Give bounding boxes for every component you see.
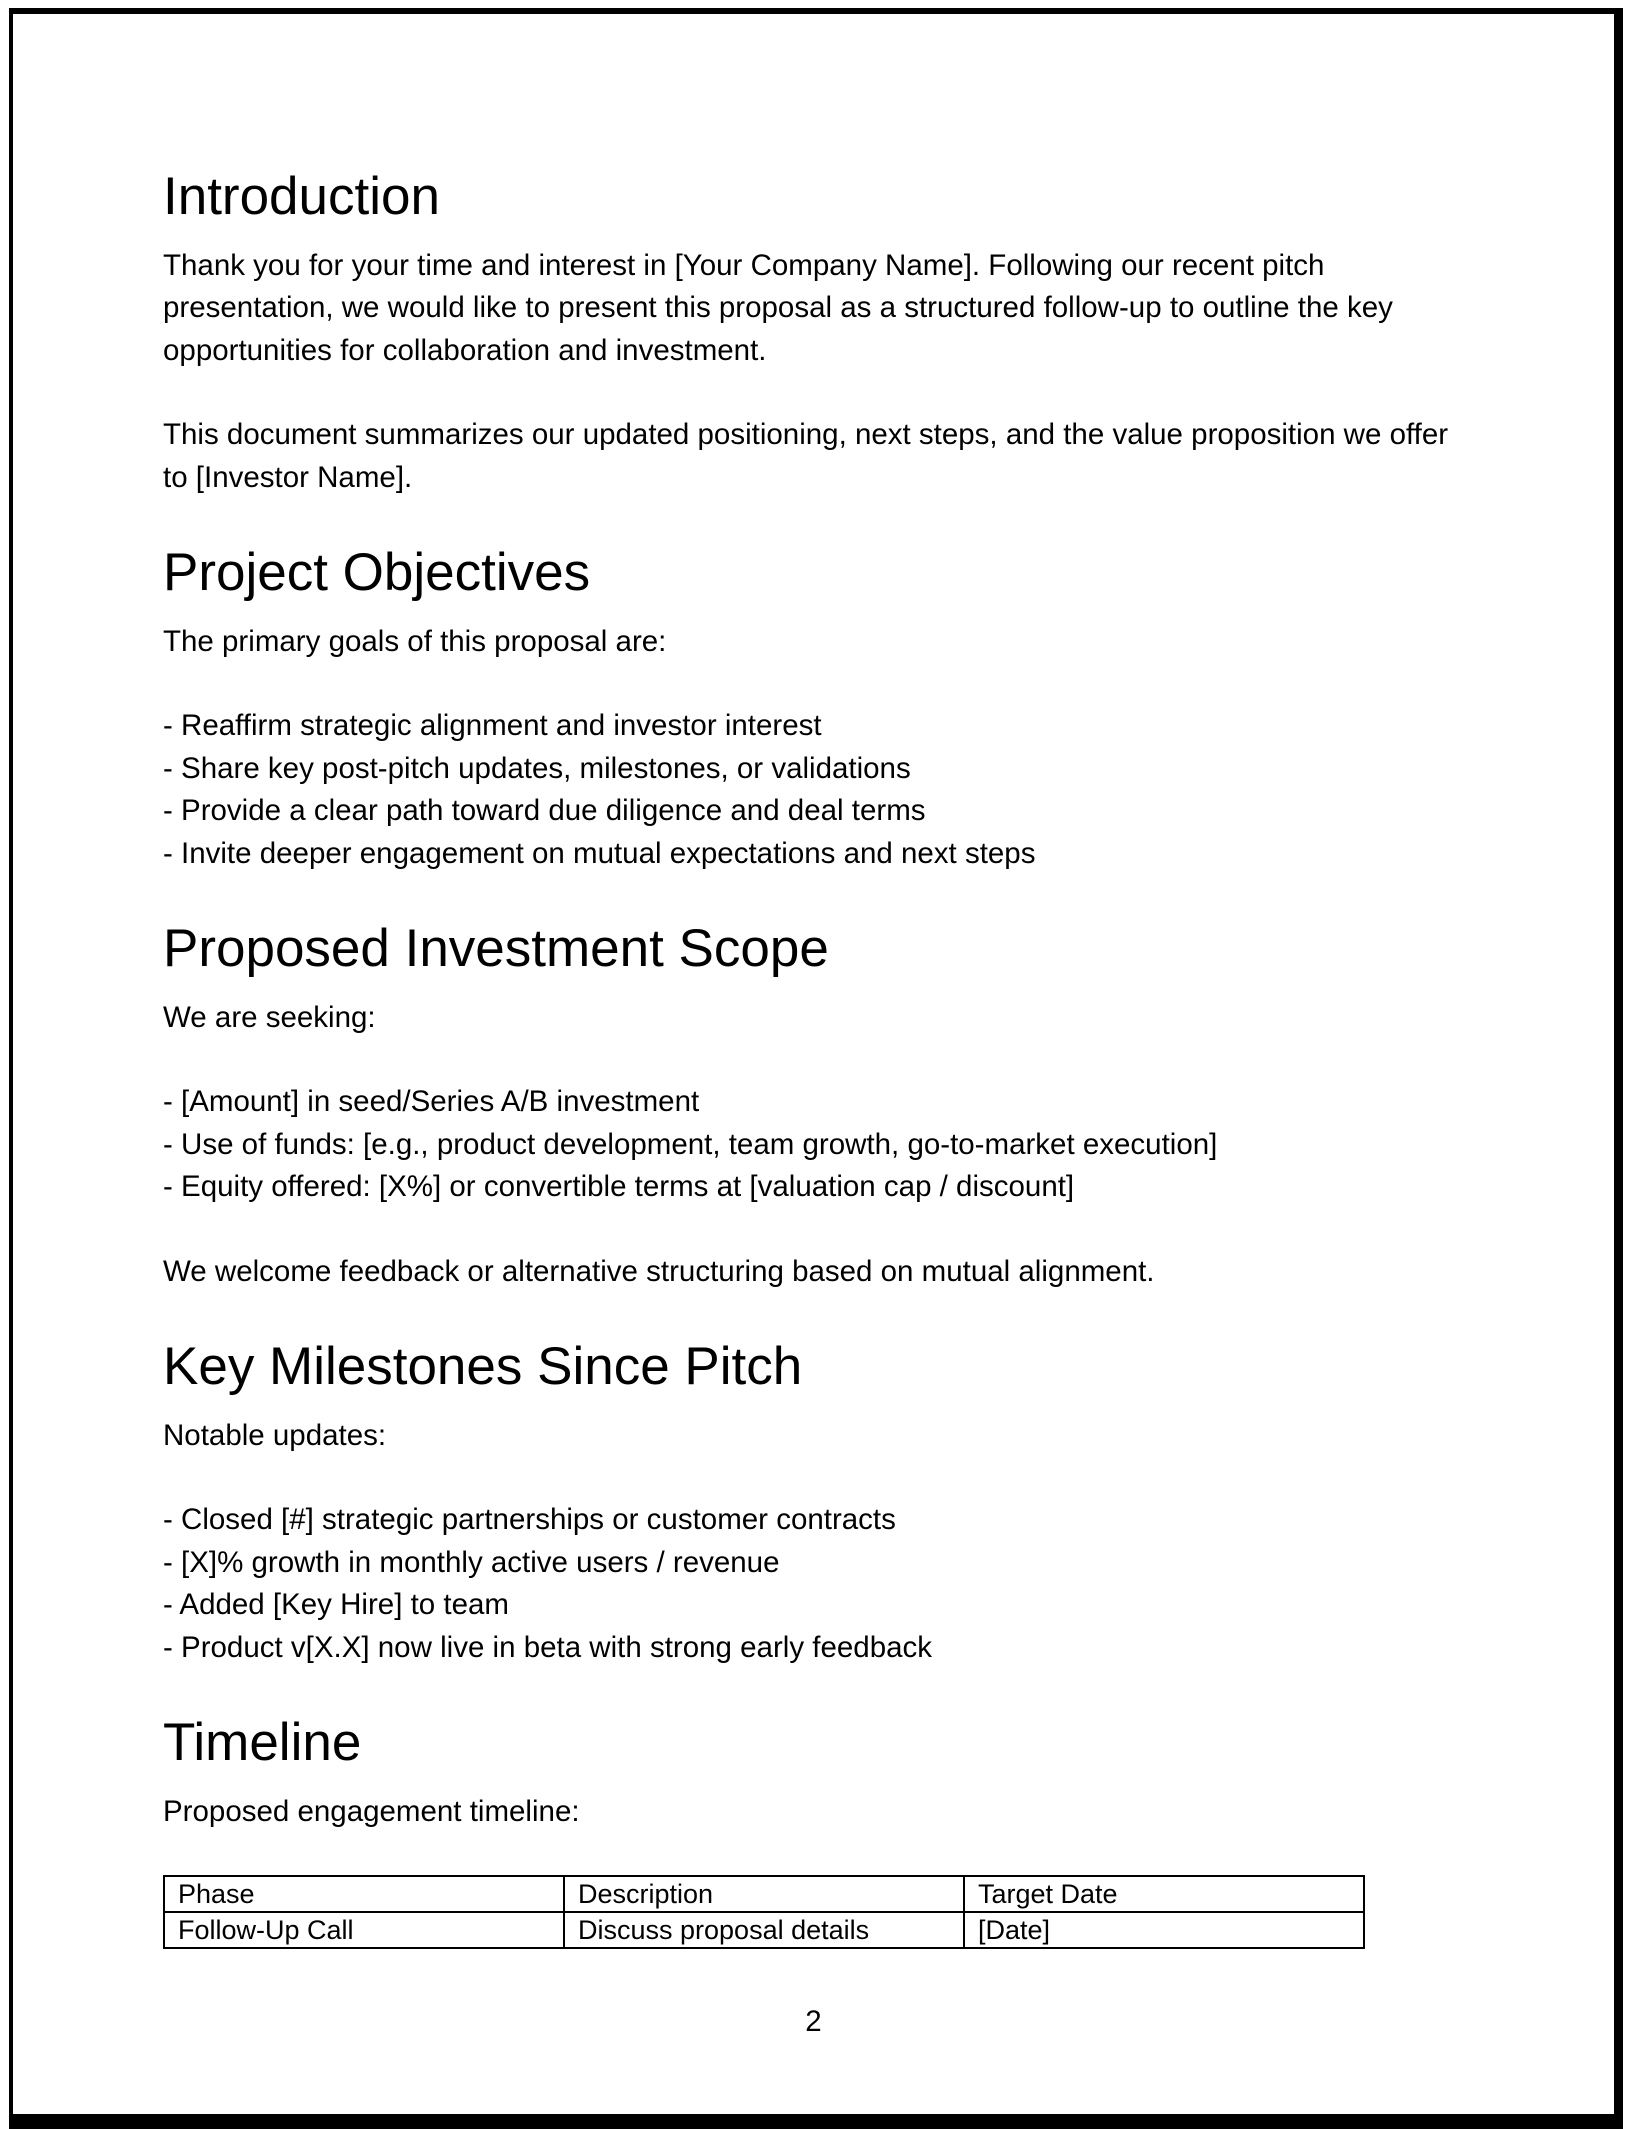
timeline-cell-phase: Follow-Up Call [164,1912,564,1948]
introduction-paragraph-2: This document summarizes our updated positioning, next steps, and the value proposition we offer to [Investor Name]. [163,418,1449,494]
heading-timeline: Timeline [163,1713,362,1773]
key-milestones-intro: Notable updates: [163,1418,387,1452]
timeline-table-header-phase: Phase [164,1876,564,1912]
key-milestones-list [163,1499,1464,1669]
list-item: - Reaffirm strategic alignment and investor interest [163,709,822,743]
timeline-table-header-row [164,1876,1364,1912]
list-item: - [X]% growth in monthly active users / revenue [163,1545,780,1579]
list-item: - Use of funds: [e.g., product development, team growth, go-to-market execution] [163,1127,1218,1161]
list-item: - Closed [#] strategic partnerships or customer contracts [163,1503,896,1537]
introduction-paragraph-1: Thank you for your time and interest in [Your Company Name]. Following our recent pitch presentation, we would like to present this proposal as a structured follow-up to outline the key opportunities for collaboration and investment. [163,248,1393,367]
document-content [163,0,1464,2044]
timeline-table-header-description: Description [564,1876,964,1912]
timeline-cell-description: Discuss proposal details [564,1912,964,1948]
table-row [164,1912,1364,1948]
timeline-table [163,1875,1365,1949]
investment-scope-list [163,1081,1464,1209]
project-objectives-list [163,705,1464,875]
heading-introduction: Introduction [163,167,440,226]
list-item: - Equity offered: [X%] or convertible terms at [valuation cap / discount] [163,1170,1075,1204]
project-objectives-intro: The primary goals of this proposal are: [163,624,667,658]
list-item: - Share key post-pitch updates, milestones, or validations [163,751,911,785]
list-item: - Invite deeper engagement on mutual expectations and next steps [163,836,1036,870]
heading-project-objectives: Project Objectives [163,543,591,603]
page-number: 2 [805,2005,822,2039]
list-item: - Provide a clear path toward due diligence and deal terms [163,794,926,828]
heading-key-milestones: Key Milestones Since Pitch [163,1337,803,1397]
timeline-table-header-target-date: Target Date [964,1876,1364,1912]
timeline-intro: Proposed engagement timeline: [163,1794,580,1828]
list-item: - Added [Key Hire] to team [163,1588,509,1622]
list-item: - [Amount] in seed/Series A/B investment [163,1085,700,1119]
investment-scope-intro: We are seeking: [163,1000,376,1034]
heading-proposed-investment-scope: Proposed Investment Scope [163,919,829,979]
list-item: - Product v[X.X] now live in beta with strong early feedback [163,1630,933,1664]
investment-scope-outro: We welcome feedback or alternative structuring based on mutual alignment. [163,1254,1155,1288]
timeline-cell-target-date: [Date] [964,1912,1364,1948]
